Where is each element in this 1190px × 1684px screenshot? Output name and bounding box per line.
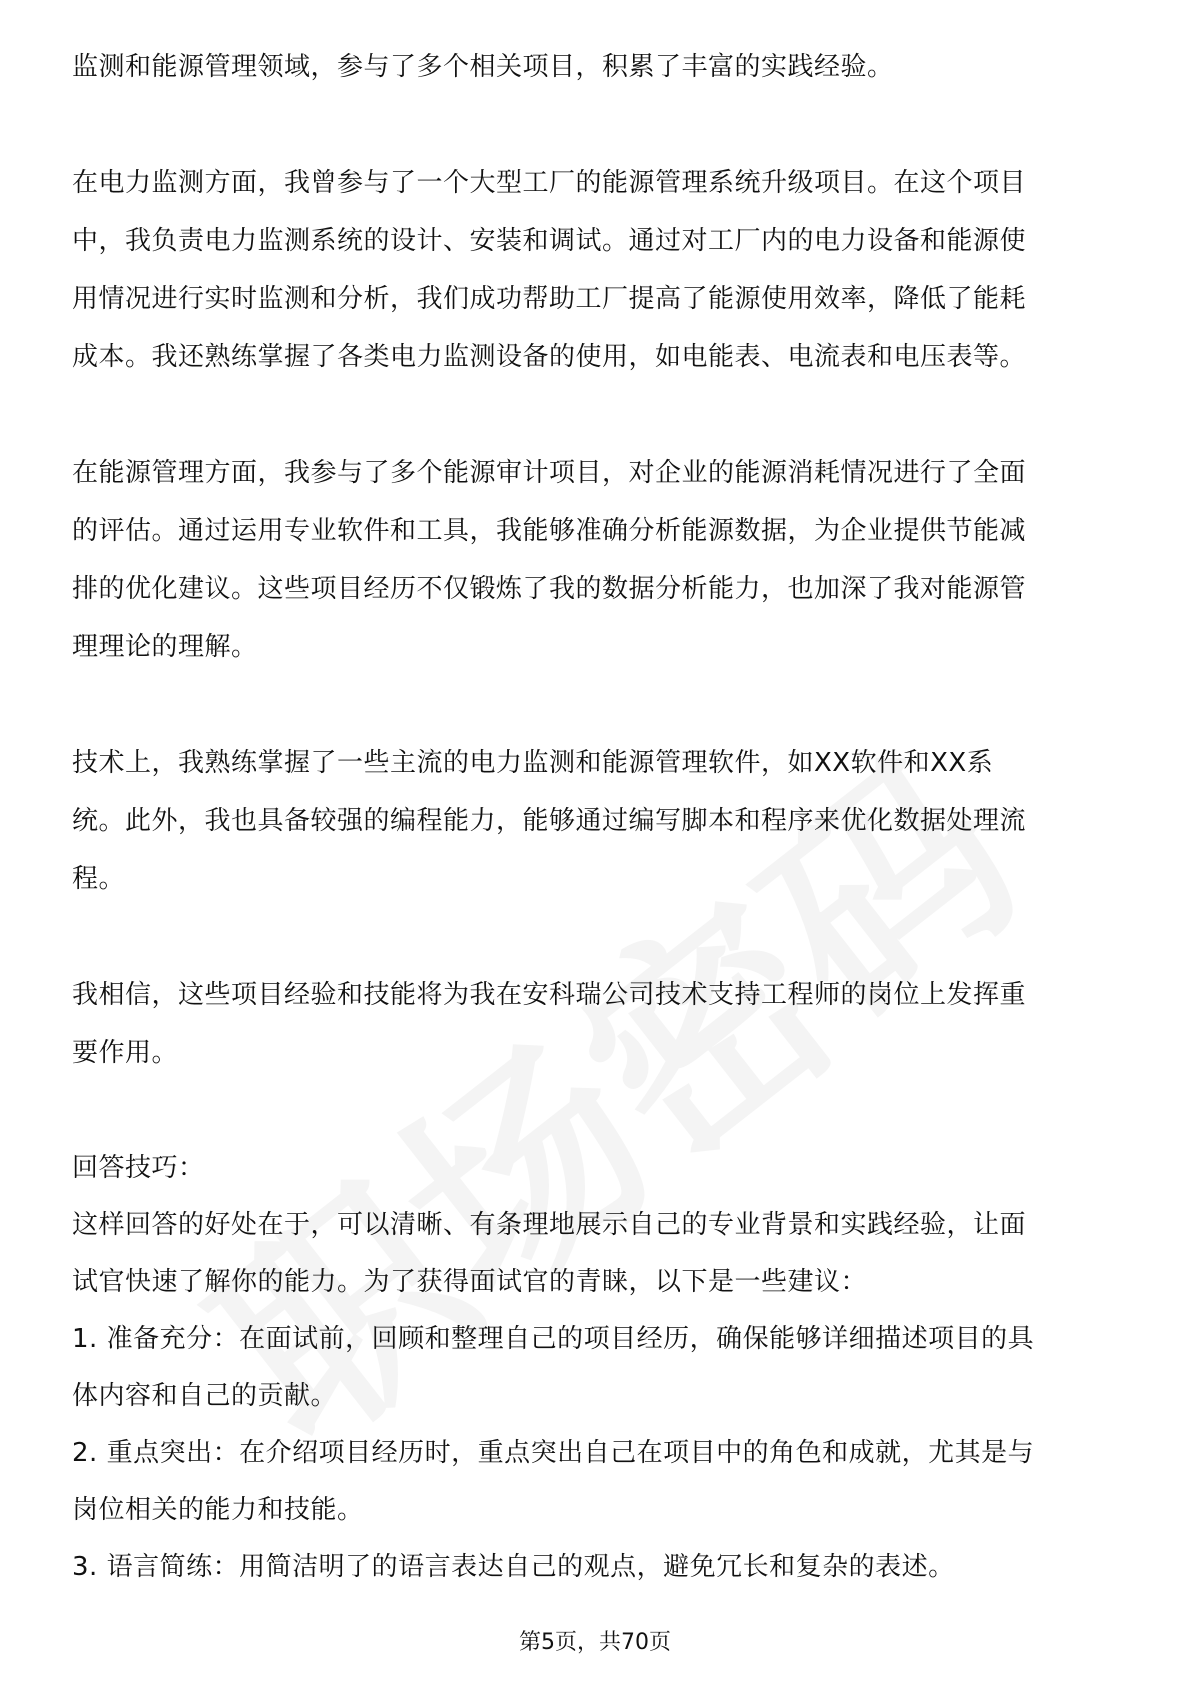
paragraph-line: 统。此外，我也具备较强的编程能力，能够通过编写脚本和程序来优化数据处理流 bbox=[72, 806, 1027, 836]
paragraph-line: 成本。我还熟练掌握了各类电力监测设备的使用，如电能表、电流表和电压表等。 bbox=[72, 342, 1027, 372]
tips-heading: 回答技巧： bbox=[72, 1153, 205, 1183]
paragraph-line: 的评估。通过运用专业软件和工具，我能够准确分析能源数据，为企业提供节能减 bbox=[72, 516, 1027, 546]
tips-list-item: 岗位相关的能力和技能。 bbox=[72, 1495, 364, 1525]
paragraph-line: 监测和能源管理领域，参与了多个相关项目，积累了丰富的实践经验。 bbox=[72, 52, 894, 82]
tips-list-item: 1. 准备充分：在面试前，回顾和整理自己的项目经历，确保能够详细描述项目的具 bbox=[72, 1324, 1035, 1354]
tips-list-item: 2. 重点突出：在介绍项目经历时，重点突出自己在项目中的角色和成就，尤其是与 bbox=[72, 1438, 1035, 1468]
paragraph-line: 要作用。 bbox=[72, 1038, 179, 1068]
paragraph-line: 技术上，我熟练掌握了一些主流的电力监测和能源管理软件，如XX软件和XX系 bbox=[72, 748, 994, 778]
paragraph-line: 在能源管理方面，我参与了多个能源审计项目，对企业的能源消耗情况进行了全面 bbox=[72, 458, 1027, 488]
paragraph-line: 程。 bbox=[72, 864, 126, 894]
tips-line: 试官快速了解你的能力。为了获得面试官的青睐，以下是一些建议： bbox=[72, 1267, 868, 1297]
paragraph-line: 排的优化建议。这些项目经历不仅锻炼了我的数据分析能力，也加深了我对能源管 bbox=[72, 574, 1027, 604]
paragraph-line: 理理论的理解。 bbox=[72, 632, 258, 662]
page-number: 第5页，共70页 bbox=[519, 1630, 671, 1655]
paragraph-line: 中，我负责电力监测系统的设计、安装和调试。通过对工厂内的电力设备和能源使 bbox=[72, 226, 1027, 256]
paragraph-line: 用情况进行实时监测和分析，我们成功帮助工厂提高了能源使用效率，降低了能耗 bbox=[72, 284, 1027, 314]
paragraph-line: 在电力监测方面，我曾参与了一个大型工厂的能源管理系统升级项目。在这个项目 bbox=[72, 168, 1027, 198]
tips-list-item: 体内容和自己的贡献。 bbox=[72, 1381, 338, 1411]
document-body bbox=[72, 38, 1122, 1596]
tips-list-item: 3. 语言简练：用简洁明了的语言表达自己的观点，避免冗长和复杂的表述。 bbox=[72, 1552, 955, 1582]
tips-line: 这样回答的好处在于，可以清晰、有条理地展示自己的专业背景和实践经验，让面 bbox=[72, 1210, 1027, 1240]
paragraph-line: 我相信，这些项目经验和技能将为我在安科瑞公司技术支持工程师的岗位上发挥重 bbox=[72, 980, 1027, 1010]
